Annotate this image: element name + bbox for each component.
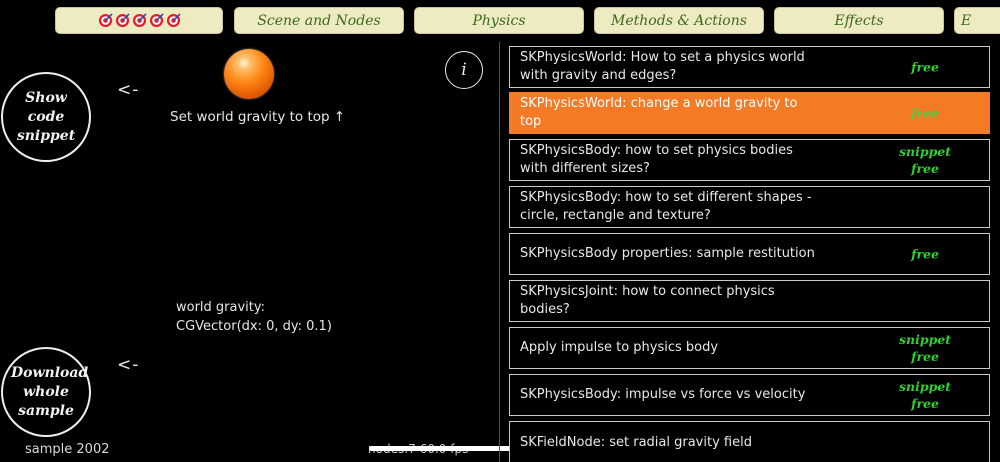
tab-darts[interactable]: [55, 7, 223, 34]
tag-free: free: [911, 59, 939, 75]
darts-icon: [97, 13, 182, 28]
download-sample-button[interactable]: [1, 347, 91, 437]
tag-free: free: [911, 246, 939, 262]
list-item-tags: [870, 105, 980, 122]
list-item-title: SKPhysicsBody: how to set different shapes - circle, rectangle and texture?: [520, 190, 812, 223]
arrow-to-download: <-: [117, 355, 140, 375]
gravity-readout: [176, 298, 332, 336]
list-item[interactable]: [509, 327, 990, 369]
list-item-tags: [870, 143, 980, 177]
tag-free: free: [911, 161, 939, 176]
sample-number: sample 2002: [25, 442, 110, 457]
list-item-title: SKPhysicsBody: impulse vs force vs velocity: [520, 387, 806, 402]
list-item-title: SKPhysicsWorld: How to set a physics world with gravity and edges?: [520, 50, 805, 83]
show-code-snippet-label: Show code snippet: [16, 89, 76, 144]
top-tab-bar: [0, 0, 1000, 42]
orange-ball-sprite: [224, 49, 274, 99]
list-item-title: SKPhysicsBody: how to set physics bodies with different sizes?: [520, 143, 793, 176]
download-sample-label: Download whole sample: [11, 364, 89, 419]
list-item-tags: [870, 331, 980, 365]
list-item[interactable]: [509, 186, 990, 228]
list-item[interactable]: [509, 233, 990, 275]
info-icon: i: [461, 60, 467, 80]
tab-next-partial[interactable]: [954, 7, 1000, 34]
arrow-to-show-code: <-: [117, 80, 140, 100]
list-item-title: SKPhysicsJoint: how to connect physics bodies?: [520, 284, 775, 317]
tab-physics[interactable]: Physics: [414, 7, 584, 34]
list-item-tags: [870, 246, 980, 263]
list-item[interactable]: [509, 280, 990, 322]
gravity-label: world gravity:: [176, 300, 266, 315]
tag-free: free: [911, 349, 939, 364]
list-item[interactable]: [509, 374, 990, 416]
tag-snippet: snippet: [898, 379, 952, 394]
tag-snippet: snippet: [898, 144, 952, 159]
gravity-value: CGVector(dx: 0, dy: 0.1): [176, 319, 332, 334]
info-button[interactable]: [445, 51, 483, 89]
list-item[interactable]: [509, 46, 990, 88]
sample-caption: Set world gravity to top ↑: [170, 109, 346, 125]
list-item-title: SKPhysicsWorld: change a world gravity to top: [520, 96, 798, 129]
tag-free: free: [911, 105, 939, 121]
panel-divider: [499, 42, 500, 462]
tab-scene-and-nodes[interactable]: Scene and Nodes: [234, 7, 404, 34]
list-item-tags: [870, 378, 980, 412]
list-item-title: SKFieldNode: set radial gravity field: [520, 435, 752, 450]
tab-effects[interactable]: Effects: [774, 7, 944, 34]
list-item-title: Apply impulse to physics body: [520, 340, 719, 355]
list-item[interactable]: [509, 139, 990, 181]
tab-next-label: E: [961, 12, 972, 29]
list-item[interactable]: [509, 421, 990, 462]
tag-free: free: [911, 396, 939, 411]
list-item-title: SKPhysicsBody properties: sample restitution: [520, 246, 815, 261]
list-item-selected[interactable]: [509, 92, 990, 134]
show-code-snippet-button[interactable]: [1, 72, 91, 162]
tab-methods-and-actions[interactable]: Methods & Actions: [594, 7, 764, 34]
tag-snippet: snippet: [898, 332, 952, 347]
list-item-tags: [870, 59, 980, 76]
